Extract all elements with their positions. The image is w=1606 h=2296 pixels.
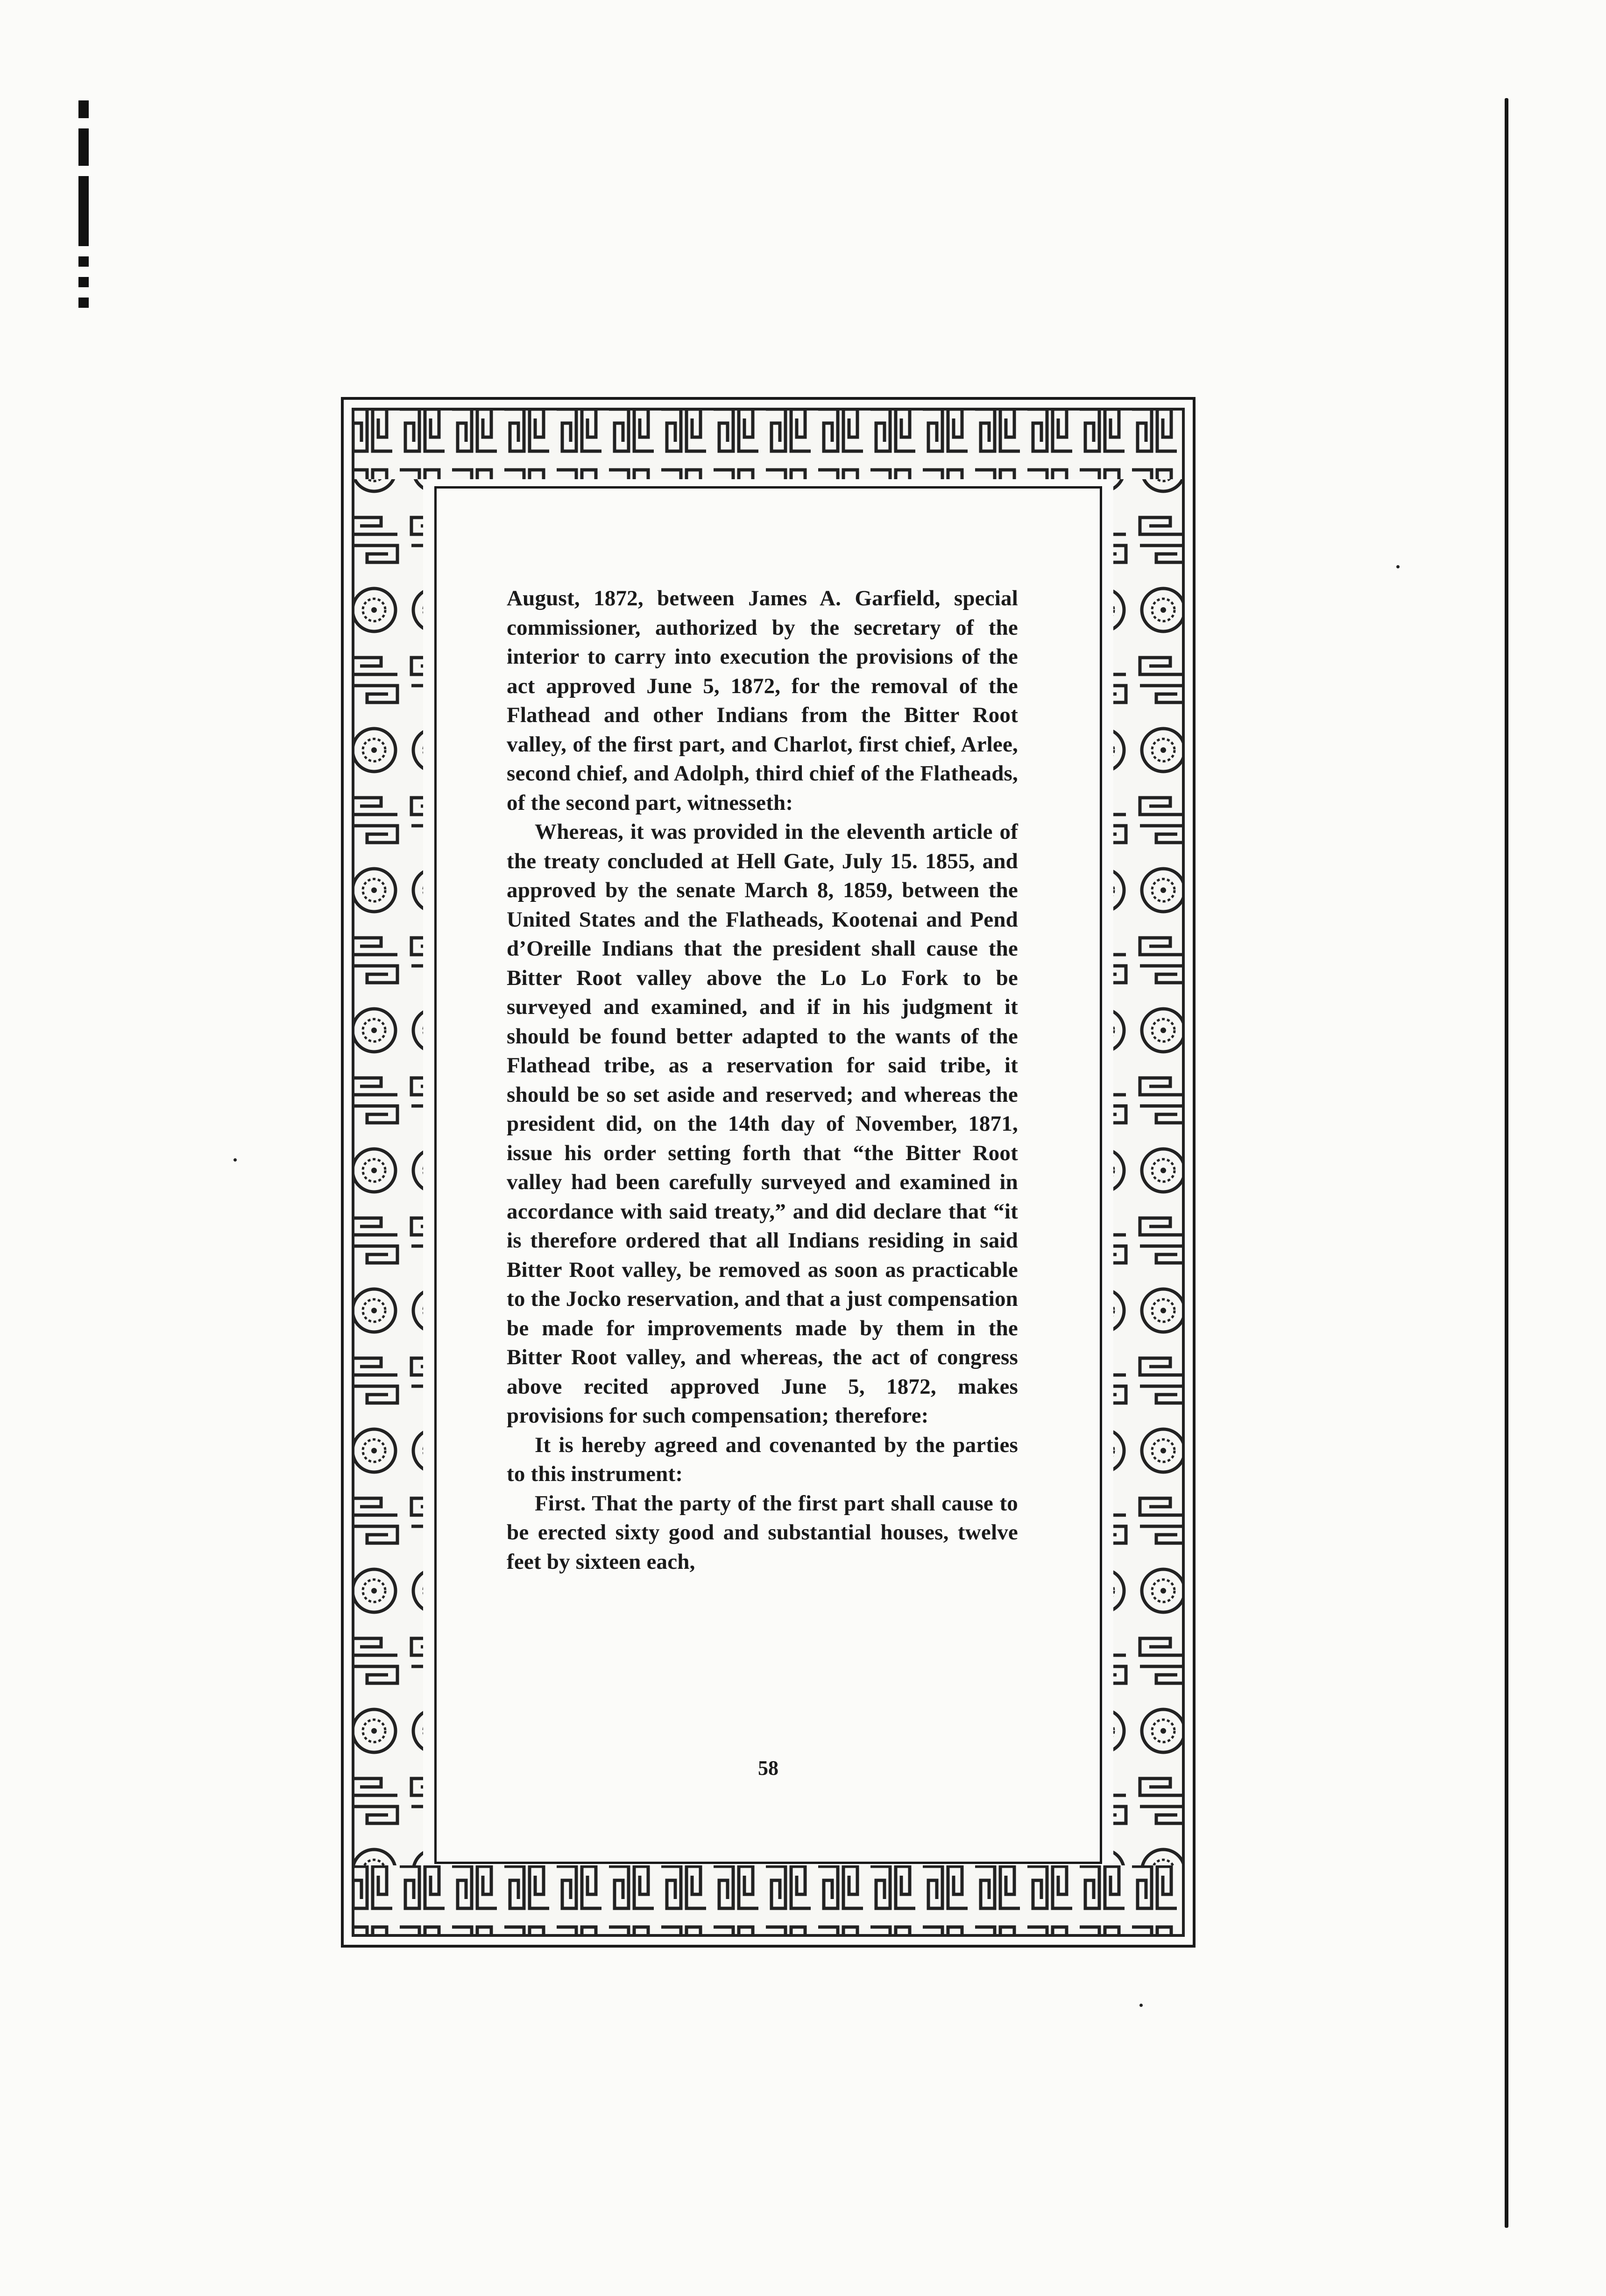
treaty-text [507,584,1018,1576]
paragraph-agreement: It is hereby agreed and covenanted by the parties to this instrument: [507,1432,1018,1486]
dust-speck [233,1158,237,1162]
paragraph-whereas: Whereas, it was provided in the eleventh article of the treaty concluded at Hell Gate, July 15. 1855, and approved by the senate March 8, 1859, between the United States and the Flatheads, Kootenai and Pend d’Oreille Indians that the president shall cause the Bitter Root valley above the Lo Lo Fork to be surveyed and examined, and if in his judgment it should be found better adapted to the wants of the Flathead tribe, as a reservation for said tribe, it should be so set aside and reserved; and whereas the president did, on the 14th day of November, 1871, issue his order setting forth that “the Bitter Root valley had been carefully surveyed and examined in accordance with said treaty,” and did declare that “it is therefore ordered that all Indians residing in said Bitter Root valley, be removed as soon as practicable to the Jocko reservation, and that a just compensation be made for improvements made by them in the Bitter Root valley, and whereas, the act of congress above recited approved June 5, 1872, makes provisions for such compensation; therefore: [507,820,1018,1428]
paragraph-preamble: August, 1872, between James A. Garfield, special commissioner, authorized by the secretary of the interior to carry into execution the provisions of the act approved June 5, 1872, for the removal of the Flathead and other Indians from the Bitter Root valley, of the first part, and Charlot, first chief, Arlee, second chief, and Adolph, third chief of the Flatheads, of the second part, witnesseth: [507,586,1018,815]
dust-speck [1396,565,1400,568]
scan-edge-line [1505,98,1508,2228]
paragraph-first: First. That the party of the first part shall cause to be erected sixty good and substantial houses, twelve feet by sixteen each, [507,1491,1018,1574]
page-number: 58 [758,1757,778,1779]
dust-speck [1139,2004,1143,2007]
scan-registration-marks [78,100,89,318]
